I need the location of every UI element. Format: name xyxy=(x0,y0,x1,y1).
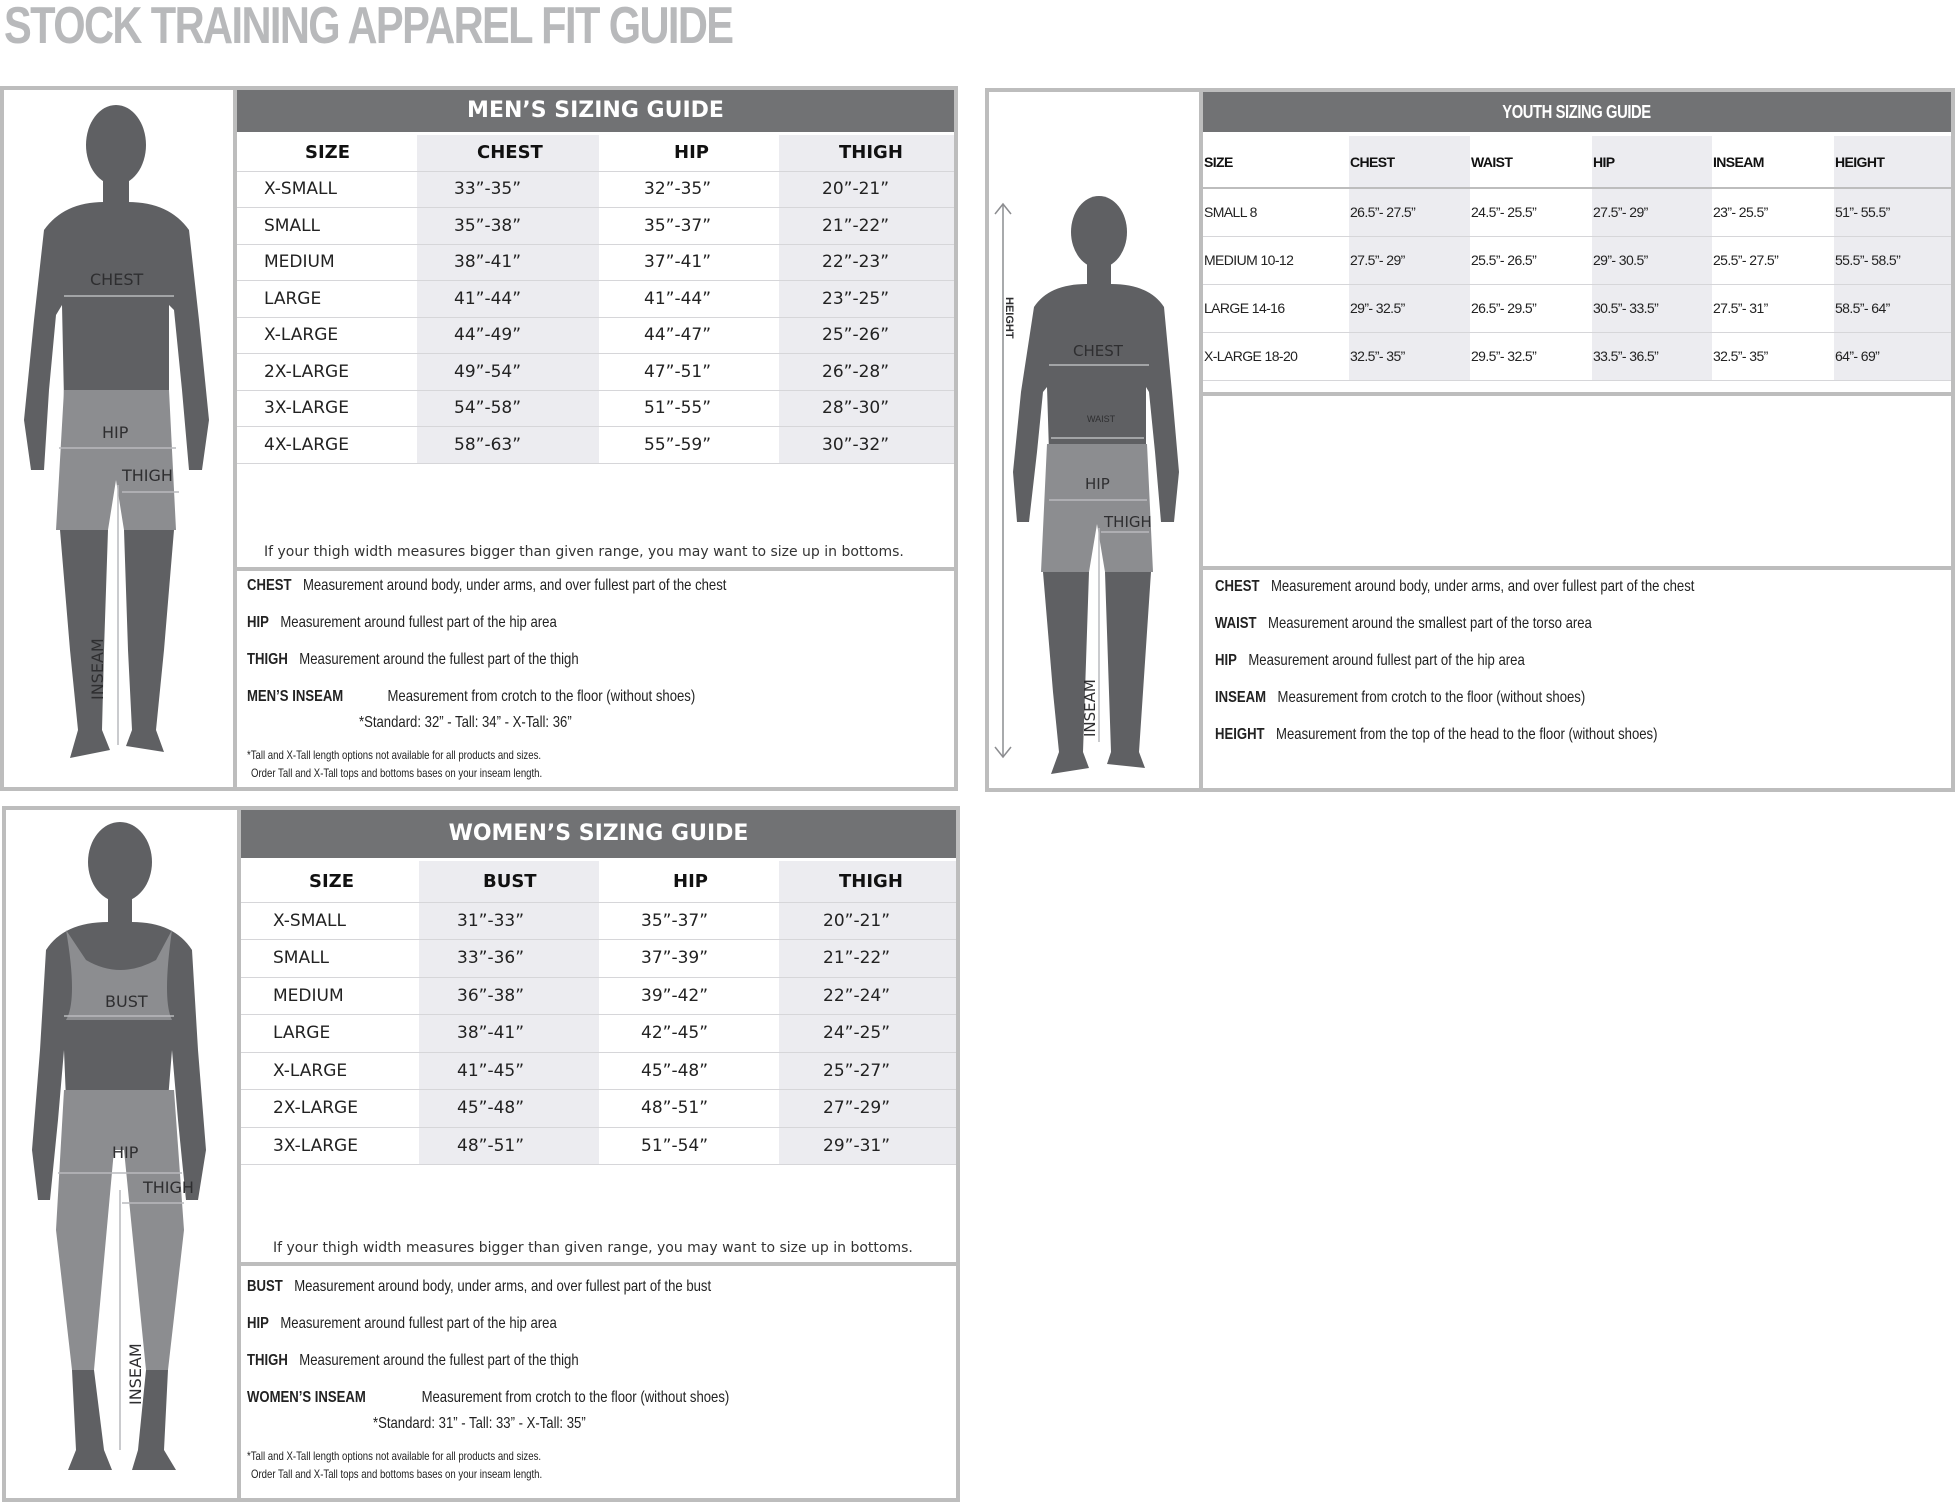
women-table-cell: 29”-31” xyxy=(779,1127,956,1165)
women-table-cell: 39”-42” xyxy=(599,977,779,1015)
women-table-row xyxy=(241,1090,956,1128)
men-table-cell: 21”-22” xyxy=(779,208,954,245)
youth-table-cell: 30.5”- 33.5” xyxy=(1592,284,1712,332)
youth-table-cell: 25.5”- 27.5” xyxy=(1712,236,1834,284)
women-table-cell: 38”-41” xyxy=(419,1015,599,1053)
youth-table-cell: 23”- 25.5” xyxy=(1712,188,1834,236)
women-def-bust xyxy=(247,1278,711,1296)
men-table-cell: MEDIUM xyxy=(237,244,417,281)
youth-height-label: HEIGHT xyxy=(1003,297,1015,339)
men-def-text: Measurement from crotch to the floor (without shoes) xyxy=(387,688,696,705)
women-table-cell: 45”-48” xyxy=(599,1052,779,1090)
men-table-cell: 44”-49” xyxy=(417,317,599,354)
women-table-cell: SMALL xyxy=(241,940,419,978)
men-size-table xyxy=(237,135,954,464)
women-def-thigh xyxy=(247,1352,579,1370)
youth-def-term: HEIGHT xyxy=(1215,726,1265,743)
men-table-cell: LARGE xyxy=(237,281,417,318)
women-footnote-1: *Tall and X-Tall length options not available for all products and sizes. xyxy=(247,1449,542,1463)
youth-col-waist: WAIST xyxy=(1470,136,1592,188)
youth-definitions xyxy=(1203,566,1951,788)
women-table-cell: LARGE xyxy=(241,1015,419,1053)
men-col-hip: HIP xyxy=(599,135,779,171)
women-table-cell: 24”-25” xyxy=(779,1015,956,1053)
youth-sizing-panel xyxy=(985,88,1955,792)
youth-waist-label: WAIST xyxy=(1087,414,1116,424)
youth-table-cell: MEDIUM 10-12 xyxy=(1203,236,1349,284)
men-def-text: Measurement around fullest part of the hip area xyxy=(280,614,557,631)
men-def-hip xyxy=(247,614,557,632)
women-def-term: THIGH xyxy=(247,1352,288,1369)
women-table-cell: 48”-51” xyxy=(599,1090,779,1128)
women-def-text: Measurement around fullest part of the hip area xyxy=(280,1315,557,1332)
men-table-row xyxy=(237,354,954,391)
women-inseam-standard: *Standard: 31” - Tall: 33” - X-Tall: 35” xyxy=(373,1415,586,1432)
men-table-cell: 28”-30” xyxy=(779,390,954,427)
men-def-term: MEN’S INSEAM xyxy=(247,688,344,705)
women-col-hip: HIP xyxy=(599,861,779,902)
men-table-cell: 55”-59” xyxy=(599,427,779,464)
youth-table-cell: 29.5”- 32.5” xyxy=(1470,332,1592,380)
men-table-cell: 30”-32” xyxy=(779,427,954,464)
youth-table-cell: 33.5”- 36.5” xyxy=(1592,332,1712,380)
youth-def-term: HIP xyxy=(1215,652,1237,669)
youth-table-cell: 27.5”- 29” xyxy=(1349,236,1470,284)
women-table-title: WOMEN’S SIZING GUIDE xyxy=(241,810,956,858)
men-table-cell: 44”-47” xyxy=(599,317,779,354)
women-table-cell: 41”-45” xyxy=(419,1052,599,1090)
women-def-text: Measurement around the fullest part of the thigh xyxy=(299,1352,579,1369)
men-inseam-standard: *Standard: 32” - Tall: 34” - X-Tall: 36” xyxy=(359,714,572,731)
men-col-chest: CHEST xyxy=(417,135,599,171)
youth-table-cell: 27.5”- 31” xyxy=(1712,284,1834,332)
youth-def-text: Measurement from the top of the head to the floor (without shoes) xyxy=(1276,726,1658,743)
page-title: STOCK TRAINING APPAREL FIT GUIDE xyxy=(4,0,733,55)
men-table-row xyxy=(237,317,954,354)
youth-hip-label: HIP xyxy=(1085,475,1110,493)
women-table-cell: 31”-33” xyxy=(419,902,599,940)
youth-table-cell: SMALL 8 xyxy=(1203,188,1349,236)
men-inseam-label: INSEAM xyxy=(88,638,107,700)
women-table-cell: X-SMALL xyxy=(241,902,419,940)
women-figure xyxy=(6,810,241,1498)
men-table-cell: 23”-25” xyxy=(779,281,954,318)
men-table-cell: 25”-26” xyxy=(779,317,954,354)
youth-table-cell: LARGE 14-16 xyxy=(1203,284,1349,332)
men-table-cell: 37”-41” xyxy=(599,244,779,281)
youth-def-term: CHEST xyxy=(1215,578,1260,595)
women-sizing-panel xyxy=(2,806,960,1502)
women-table-row xyxy=(241,1052,956,1090)
men-table-cell: 54”-58” xyxy=(417,390,599,427)
women-table-body xyxy=(241,902,956,1165)
youth-table-cell: 32.5”- 35” xyxy=(1349,332,1470,380)
men-def-text: Measurement around body, under arms, and over fullest part of the chest xyxy=(302,577,727,594)
men-table-cell: 49”-54” xyxy=(417,354,599,391)
youth-table-cell: 29”- 30.5” xyxy=(1592,236,1712,284)
women-table-cell: 27”-29” xyxy=(779,1090,956,1128)
men-table-cell: SMALL xyxy=(237,208,417,245)
youth-table-cell: 26.5”- 27.5” xyxy=(1349,188,1470,236)
men-table-cell: 4X-LARGE xyxy=(237,427,417,464)
youth-table-body xyxy=(1203,188,1951,380)
women-table-row xyxy=(241,977,956,1015)
men-table-cell: 20”-21” xyxy=(779,171,954,208)
youth-chest-label: CHEST xyxy=(1073,342,1123,360)
men-table-row xyxy=(237,244,954,281)
men-table-cell: 33”-35” xyxy=(417,171,599,208)
men-def-term: HIP xyxy=(247,614,269,631)
men-table-cell: 38”-41” xyxy=(417,244,599,281)
men-chest-label: CHEST xyxy=(90,270,144,289)
men-def-text: Measurement around the fullest part of the thigh xyxy=(299,651,579,668)
youth-table-title xyxy=(1203,92,1951,132)
youth-def-text: Measurement around body, under arms, and over fullest part of the chest xyxy=(1270,578,1695,595)
men-table-cell: 3X-LARGE xyxy=(237,390,417,427)
men-table-cell: 32”-35” xyxy=(599,171,779,208)
women-table-cell: 37”-39” xyxy=(599,940,779,978)
women-table-cell: 33”-36” xyxy=(419,940,599,978)
youth-col-size: SIZE xyxy=(1203,136,1349,188)
youth-col-hip: HIP xyxy=(1592,136,1712,188)
men-content xyxy=(237,90,954,787)
women-table-cell: 21”-22” xyxy=(779,940,956,978)
women-definitions xyxy=(241,1262,956,1498)
men-thigh-note: If your thigh width measures bigger than given range, you may want to size up in bottoms. xyxy=(264,544,904,560)
women-inseam-label: INSEAM xyxy=(126,1343,145,1405)
men-footnote-2: Order Tall and X-Tall tops and bottoms bases on your inseam length. xyxy=(251,766,543,780)
men-sizing-panel xyxy=(0,86,958,791)
women-def-term: BUST xyxy=(247,1278,283,1295)
women-def-hip xyxy=(247,1315,557,1333)
women-def-inseam xyxy=(247,1389,729,1407)
youth-title-text: YOUTH SIZING GUIDE xyxy=(1502,102,1652,122)
women-table-row xyxy=(241,1015,956,1053)
youth-table-row xyxy=(1203,236,1951,284)
youth-header-row xyxy=(1203,136,1951,188)
youth-figure xyxy=(989,92,1203,788)
youth-table-cell: 25.5”- 26.5” xyxy=(1470,236,1592,284)
men-figure xyxy=(4,90,237,787)
women-thigh-note: If your thigh width measures bigger than given range, you may want to size up in bottoms. xyxy=(273,1240,913,1256)
women-header-row xyxy=(241,861,956,902)
men-table-cell: 26”-28” xyxy=(779,354,954,391)
men-def-term: THIGH xyxy=(247,651,288,668)
men-table-cell: 35”-37” xyxy=(599,208,779,245)
youth-table-divider xyxy=(1203,392,1951,396)
youth-table-cell: 26.5”- 29.5” xyxy=(1470,284,1592,332)
women-def-term: WOMEN’S INSEAM xyxy=(247,1389,366,1406)
youth-col-chest: CHEST xyxy=(1349,136,1470,188)
women-thigh-label: THIGH xyxy=(143,1178,194,1197)
women-table-row xyxy=(241,940,956,978)
youth-def-waist xyxy=(1215,615,1592,633)
men-table-row xyxy=(237,390,954,427)
men-table-row xyxy=(237,208,954,245)
women-footnote-2: Order Tall and X-Tall tops and bottoms bases on your inseam length. xyxy=(251,1467,543,1481)
women-table-row xyxy=(241,1127,956,1165)
women-table-cell: 3X-LARGE xyxy=(241,1127,419,1165)
youth-table-row xyxy=(1203,284,1951,332)
youth-inseam-label: INSEAM xyxy=(1081,679,1099,737)
youth-def-chest xyxy=(1215,578,1694,596)
youth-def-text: Measurement around the smallest part of the torso area xyxy=(1268,615,1592,632)
youth-table-cell: 24.5”- 25.5” xyxy=(1470,188,1592,236)
men-table-cell: 35”-38” xyxy=(417,208,599,245)
youth-def-text: Measurement from crotch to the floor (without shoes) xyxy=(1277,689,1586,706)
women-table-cell: 2X-LARGE xyxy=(241,1090,419,1128)
youth-table-cell: 55.5”- 58.5” xyxy=(1834,236,1951,284)
men-definitions xyxy=(237,567,954,787)
men-table-cell: X-LARGE xyxy=(237,317,417,354)
men-table-cell: 41”-44” xyxy=(599,281,779,318)
youth-def-term: INSEAM xyxy=(1215,689,1267,706)
women-table-cell: 42”-45” xyxy=(599,1015,779,1053)
women-col-bust: BUST xyxy=(419,861,599,902)
men-def-inseam xyxy=(247,688,695,706)
men-table-cell: 2X-LARGE xyxy=(237,354,417,391)
men-table-cell: 22”-23” xyxy=(779,244,954,281)
youth-def-term: WAIST xyxy=(1215,615,1257,632)
women-table-row xyxy=(241,902,956,940)
women-table-cell: 35”-37” xyxy=(599,902,779,940)
youth-table-row xyxy=(1203,332,1951,380)
men-table-cell: X-SMALL xyxy=(237,171,417,208)
men-table-row xyxy=(237,427,954,464)
men-col-thigh: THIGH xyxy=(779,135,954,171)
women-size-table xyxy=(241,861,956,1165)
women-col-thigh: THIGH xyxy=(779,861,956,902)
youth-table-cell: 29”- 32.5” xyxy=(1349,284,1470,332)
women-def-term: HIP xyxy=(247,1315,269,1332)
youth-col-height: HEIGHT xyxy=(1834,136,1951,188)
youth-def-height xyxy=(1215,726,1657,744)
women-table-cell: 22”-24” xyxy=(779,977,956,1015)
women-def-text: Measurement from crotch to the floor (without shoes) xyxy=(421,1389,730,1406)
youth-content xyxy=(1203,92,1951,788)
women-table-cell: 51”-54” xyxy=(599,1127,779,1165)
men-def-chest xyxy=(247,577,726,595)
women-table-cell: 20”-21” xyxy=(779,902,956,940)
youth-def-inseam xyxy=(1215,689,1585,707)
youth-size-table xyxy=(1203,136,1951,381)
youth-def-text: Measurement around fullest part of the hip area xyxy=(1248,652,1525,669)
men-table-cell: 41”-44” xyxy=(417,281,599,318)
youth-table-cell: X-LARGE 18-20 xyxy=(1203,332,1349,380)
men-table-cell: 51”-55” xyxy=(599,390,779,427)
women-content xyxy=(241,810,956,1498)
men-def-term: CHEST xyxy=(247,577,292,594)
women-bust-label: BUST xyxy=(105,992,148,1011)
youth-table-row xyxy=(1203,188,1951,236)
youth-table-cell: 58.5”- 64” xyxy=(1834,284,1951,332)
women-col-size: SIZE xyxy=(241,861,419,902)
youth-def-hip xyxy=(1215,652,1525,670)
men-header-row xyxy=(237,135,954,171)
women-table-cell: 45”-48” xyxy=(419,1090,599,1128)
women-table-cell: MEDIUM xyxy=(241,977,419,1015)
men-table-row xyxy=(237,281,954,318)
youth-table-cell: 32.5”- 35” xyxy=(1712,332,1834,380)
youth-table-cell: 64”- 69” xyxy=(1834,332,1951,380)
men-table-cell: 58”-63” xyxy=(417,427,599,464)
women-table-cell: X-LARGE xyxy=(241,1052,419,1090)
youth-table-cell: 51”- 55.5” xyxy=(1834,188,1951,236)
youth-col-inseam: INSEAM xyxy=(1712,136,1834,188)
women-table-cell: 48”-51” xyxy=(419,1127,599,1165)
men-def-thigh xyxy=(247,651,579,669)
men-table-row xyxy=(237,171,954,208)
men-footnote-1: *Tall and X-Tall length options not available for all products and sizes. xyxy=(247,748,542,762)
men-table-title: MEN’S SIZING GUIDE xyxy=(237,90,954,132)
youth-thigh-label: THIGH xyxy=(1104,513,1152,531)
men-table-body xyxy=(237,171,954,463)
men-thigh-label: THIGH xyxy=(122,466,173,485)
women-table-cell: 36”-38” xyxy=(419,977,599,1015)
men-hip-label: HIP xyxy=(102,423,129,442)
women-def-text: Measurement around body, under arms, and over fullest part of the bust xyxy=(294,1278,712,1295)
men-col-size: SIZE xyxy=(237,135,417,171)
youth-table-cell: 27.5”- 29” xyxy=(1592,188,1712,236)
women-hip-label: HIP xyxy=(112,1143,139,1162)
women-table-cell: 25”-27” xyxy=(779,1052,956,1090)
men-table-cell: 47”-51” xyxy=(599,354,779,391)
